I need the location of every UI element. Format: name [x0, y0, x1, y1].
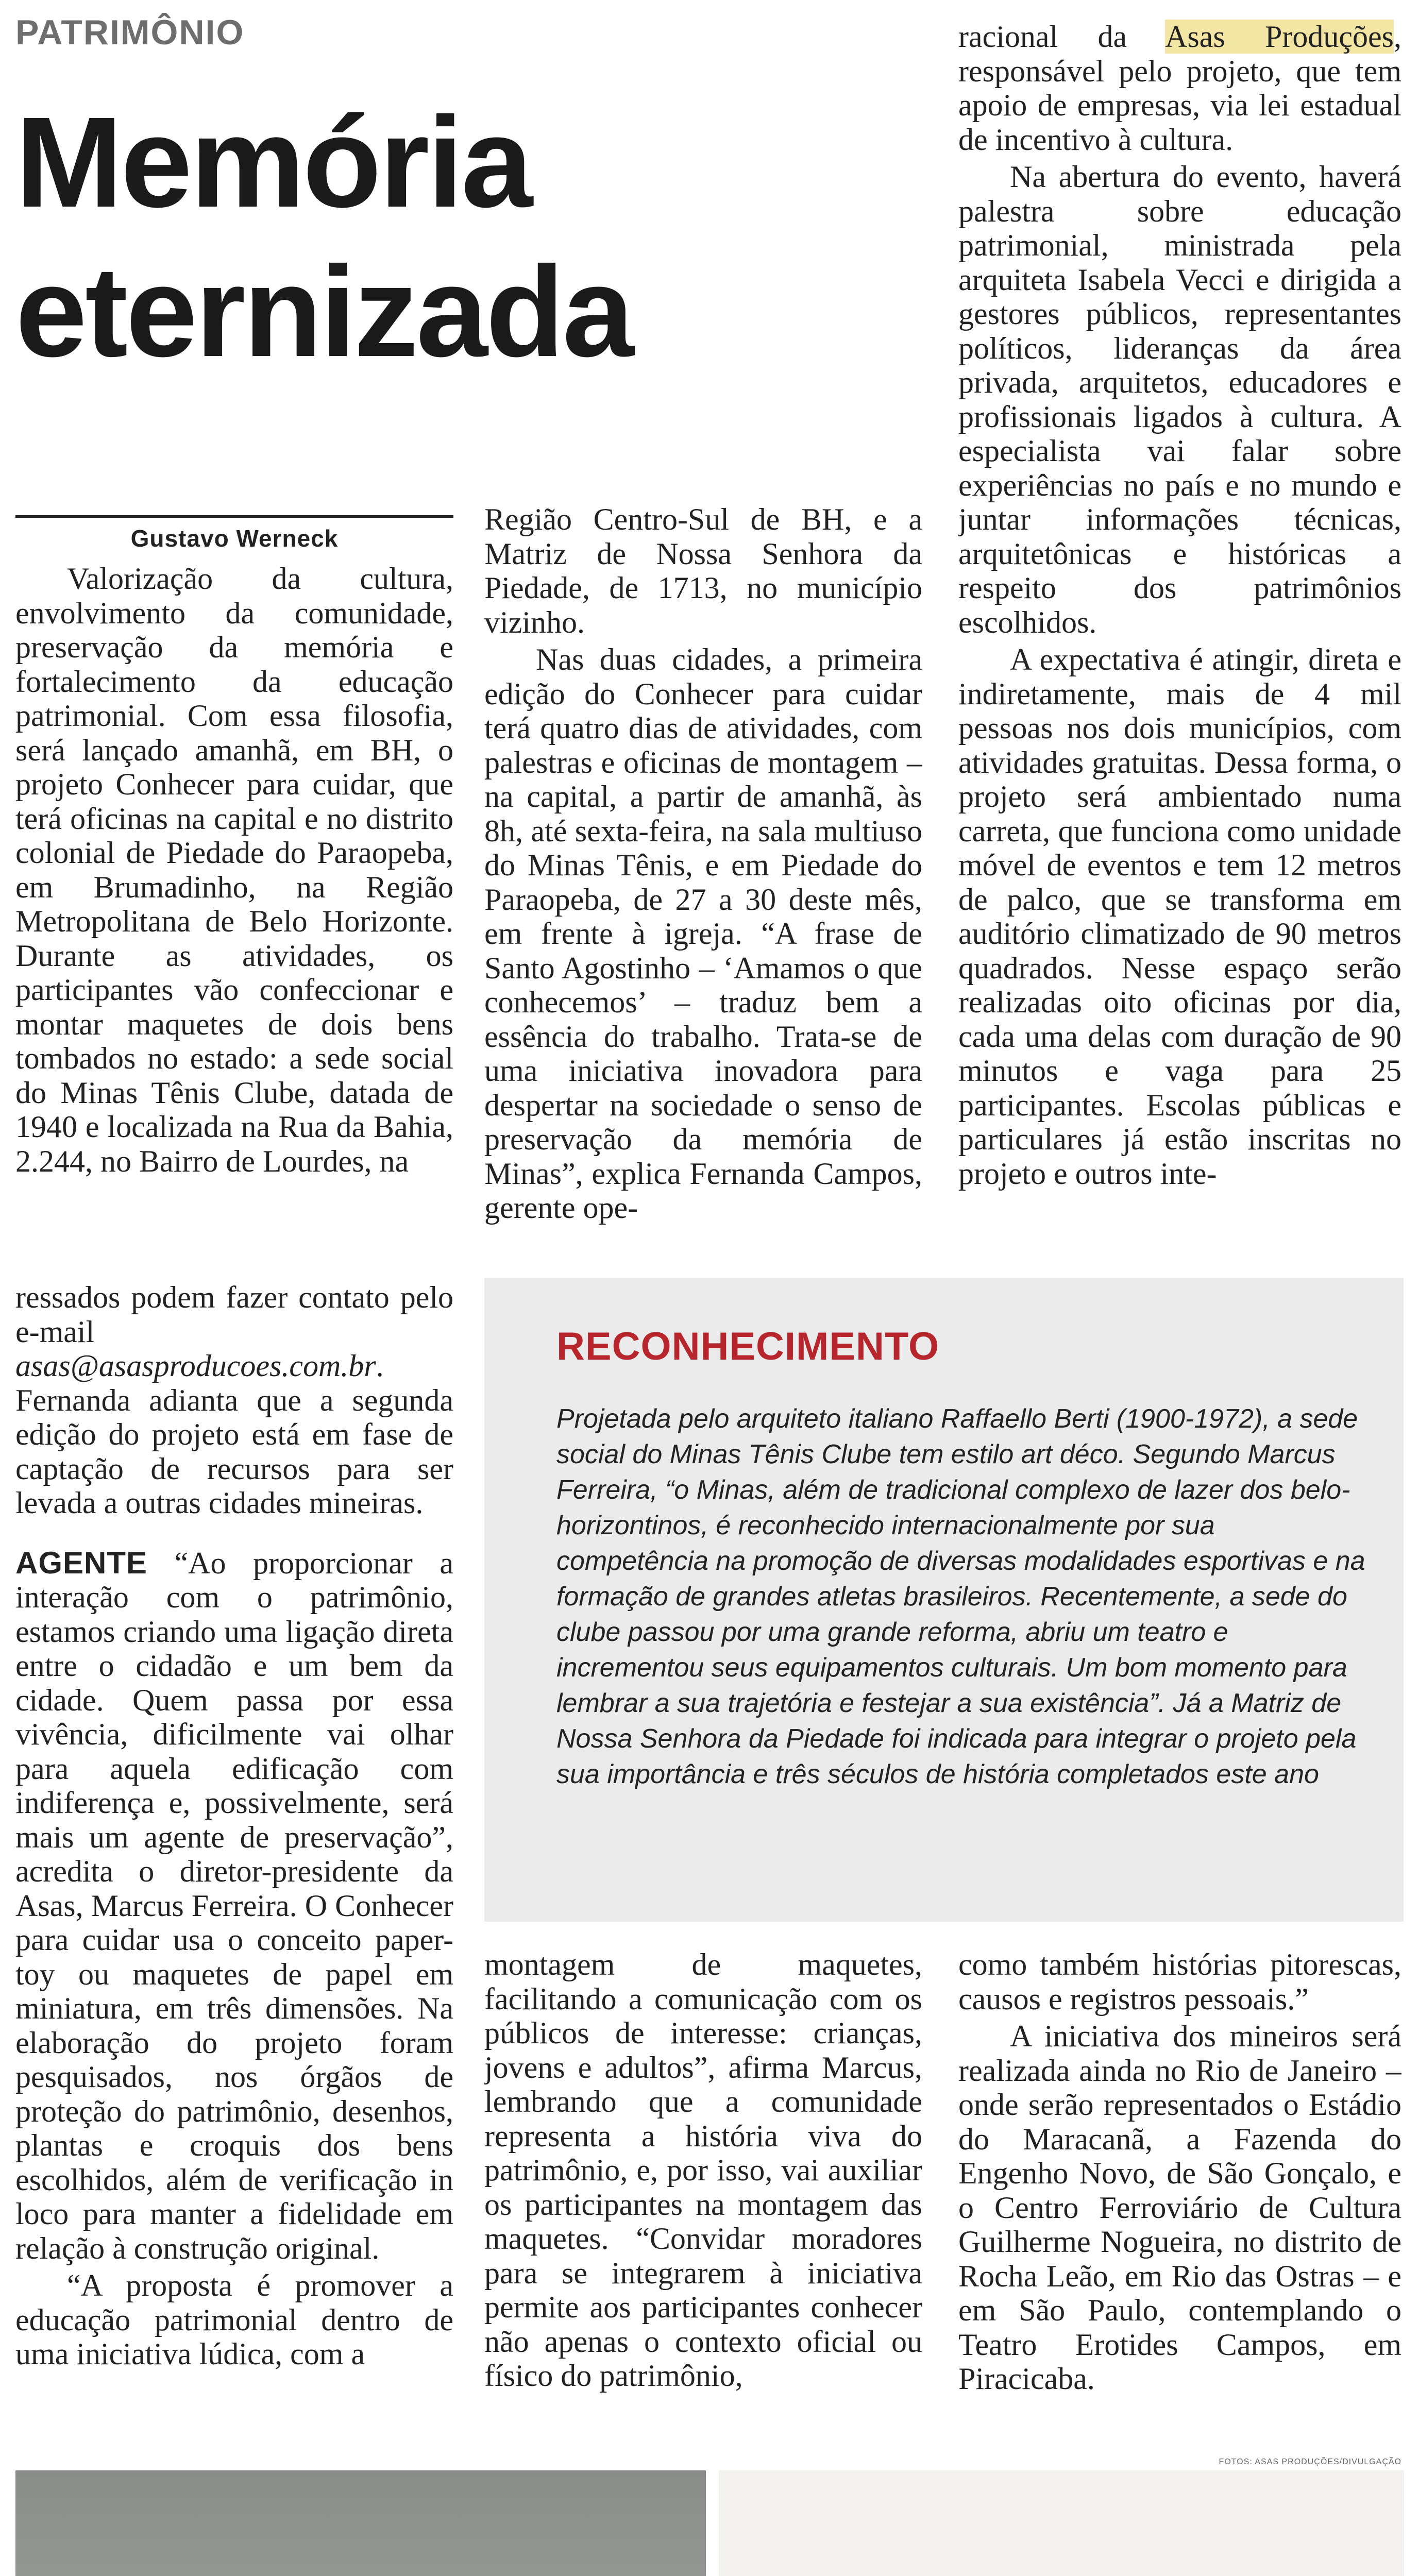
- article-paragraph: [15, 1280, 453, 1520]
- photo-matriz-piedade-model: [719, 2470, 1404, 2576]
- lead-in: AGENTE: [15, 1545, 148, 1580]
- photo-minas-tenis-clube-model: [15, 2470, 706, 2576]
- article-paragraph: Na abertura do evento, haverá palestra sobre educação patrimonial, ministrada pela arquiteta Isabela Vecci e dirigida a gestores públicos, representantes políticos, lideranças da área privada, arquitetos, educadores e profissionais ligados à cultura. A especialista vai falar sobre experiências no país e no mundo e juntar informações técnicas, arquitetônicas e históricas a respeito dos patrimônios escolhidos.: [958, 160, 1401, 639]
- article-column-1: [15, 562, 453, 1267]
- article-column-2: [484, 502, 922, 1247]
- sidebar-title: RECONHECIMENTO: [556, 1325, 940, 1368]
- text-run: racional da: [958, 20, 1165, 54]
- highlighted-text: Asas Produções: [1165, 20, 1394, 54]
- article-column-6: [958, 1947, 1401, 2463]
- text-run: , responsável pelo projeto, que tem apoio de empresas, via lei estadual de incentivo à cultura.: [958, 20, 1401, 157]
- article-paragraph: montagem de maquetes, facilitando a comunicação com os públicos de interesse: crianças, jovens e adultos”, afirma Marcus, lembrando que a comunidade representa a história viva do patrimônio, e, por isso, vai auxiliar os participantes na montagem das maquetes. “Convidar moradores para se integrarem à iniciativa permite aos participantes conhecer não apenas o contexto oficial ou físico do patrimônio,: [484, 1947, 922, 2393]
- section-tag: PATRIMÔNIO: [15, 13, 245, 52]
- article-paragraph: [958, 20, 1401, 157]
- headline: [15, 88, 778, 386]
- article-paragraph: “A proposta é promover a educação patrimonial dentro de uma iniciativa lúdica, com a: [15, 2268, 453, 2371]
- article-column-3: [958, 20, 1401, 1247]
- photo-credit: FOTOS: ASAS PRODUÇÕES/DIVULGAÇÃO: [1219, 2458, 1401, 2466]
- article-paragraph: como também histórias pitorescas, causos e registros pessoais.”: [958, 1947, 1401, 2016]
- text-run: “Ao proporcionar a interação com o patrimônio, estamos criando uma ligação direta entre o cidadão e um bem da cidade. Quem passa por essa vivência, dificilmente vai olhar para aquela edificação com indiferença e, possivelmente, será mais um agente de preservação”, acredita o diretor-presidente da Asas, Marcus Ferreira. O Conhecer para cuidar usa o conceito paper-toy ou maquetes de papel em miniatura, em três dimensões. Na elaboração do projeto foram pesquisados, nos órgãos de proteção do patrimônio, desenhos, plantas e croquis dos bens escolhidos, além de verificação in loco para manter a fidelidade em relação à construção original.: [15, 1546, 453, 2265]
- article-paragraph: A iniciativa dos mineiros será realizada ainda no Rio de Janeiro – onde serão representados o Estádio do Maracanã, a Fazenda do Engenho Novo, de São Gonçalo, e o Centro Ferroviário de Cultura Guilherme Nogueira, no distrito de Rocha Leão, em Rio das Ostras – e em São Paulo, contemplando o Teatro Erotides Campos, em Piracicaba.: [958, 2019, 1401, 2396]
- sidebar-text: Projetada pelo arquiteto italiano Raffaello Berti (1900-1972), a sede social do Minas Tênis Clube tem estilo art déco. Segundo Marcus Ferreira, “o Minas, além de tradicional complexo de lazer dos belo-horizontinos, é reconhecido internacionalmente por sua competência na promoção de diversas modalidades esportivas e na formação de grandes atletas brasileiros. Recentemente, a sede do clube passou por uma grande reforma, abriu um teatro e incrementou seus equipamentos culturais. Um bom momento para lembrar a sua trajetória e festejar a sua existência”. Já a Matriz de Nossa Senhora da Piedade foi indicada para integrar o projeto pela sua importância e três séculos de história completados este ano: [556, 1404, 1365, 1789]
- text-run: . Fernanda adianta que a segunda edição do projeto está em fase de captação de recursos para ser levada a outras cidades mineiras.: [15, 1349, 453, 1520]
- byline: Gustavo Werneck: [130, 525, 339, 552]
- article-column-4: [15, 1280, 453, 2512]
- article-paragraph: Nas duas cidades, a primeira edição do Conhecer para cuidar terá quatro dias de atividades, com palestras e oficinas de montagem – na capital, a partir de amanhã, às 8h, até sexta-feira, na sala multiuso do Minas Tênis, e em Piedade do Paraopeba, de 27 a 30 deste mês, em frente à igreja. “A frase de Santo Agostinho – ‘Amamos o que conhecemos’ – traduz bem a essência do trabalho. Trata-se de uma iniciativa inovadora para despertar na sociedade o senso de preservação da memória de Minas”, explica Fernanda Campos, gerente ope-: [484, 642, 922, 1225]
- text-run: ressados podem fazer contato pelo e-mail: [15, 1280, 453, 1349]
- headline-line-1: Memória: [15, 90, 531, 234]
- article-column-5: [484, 1947, 922, 2488]
- article-paragraph: Região Centro-Sul de BH, e a Matriz de Nossa Senhora da Piedade, de 1713, no município vizinho.: [484, 502, 922, 639]
- headline-line-2: eternizada: [15, 240, 632, 383]
- article-paragraph: [15, 1546, 453, 2266]
- byline-rule: [15, 515, 453, 518]
- article-paragraph: Valorização da cultura, envolvimento da comunidade, preservação da memória e fortalecimento da educação patrimonial. Com essa filosofia, será lançado amanhã, em BH, o projeto Conhecer para cuidar, que terá oficinas na capital e no distrito colonial de Piedade do Paraopeba, em Brumadinho, na Região Metropolitana de Belo Horizonte. Durante as atividades, os participantes vão confeccionar e montar maquetes de dois bens tombados no estado: a sede social do Minas Tênis Clube, datada de 1940 e localizada na Rua da Bahia, 2.244, no Bairro de Lourdes, na: [15, 562, 453, 1178]
- email-link[interactable]: asas@asasproducoes.com.br: [15, 1349, 376, 1383]
- article-paragraph: A expectativa é atingir, direta e indiretamente, mais de 4 mil pessoas nos dois municípios, com atividades gratuitas. Dessa forma, o projeto será ambientado numa carreta, que funciona como unidade móvel de eventos e tem 12 metros de palco, que se transforma em auditório climatizado de 90 metros quadrados. Nesse espaço serão realizadas oito oficinas por dia, cada uma delas com duração de 90 minutos e vaga para 25 participantes. Escolas públicas e particulares já estão inscritas no projeto e outros inte-: [958, 642, 1401, 1191]
